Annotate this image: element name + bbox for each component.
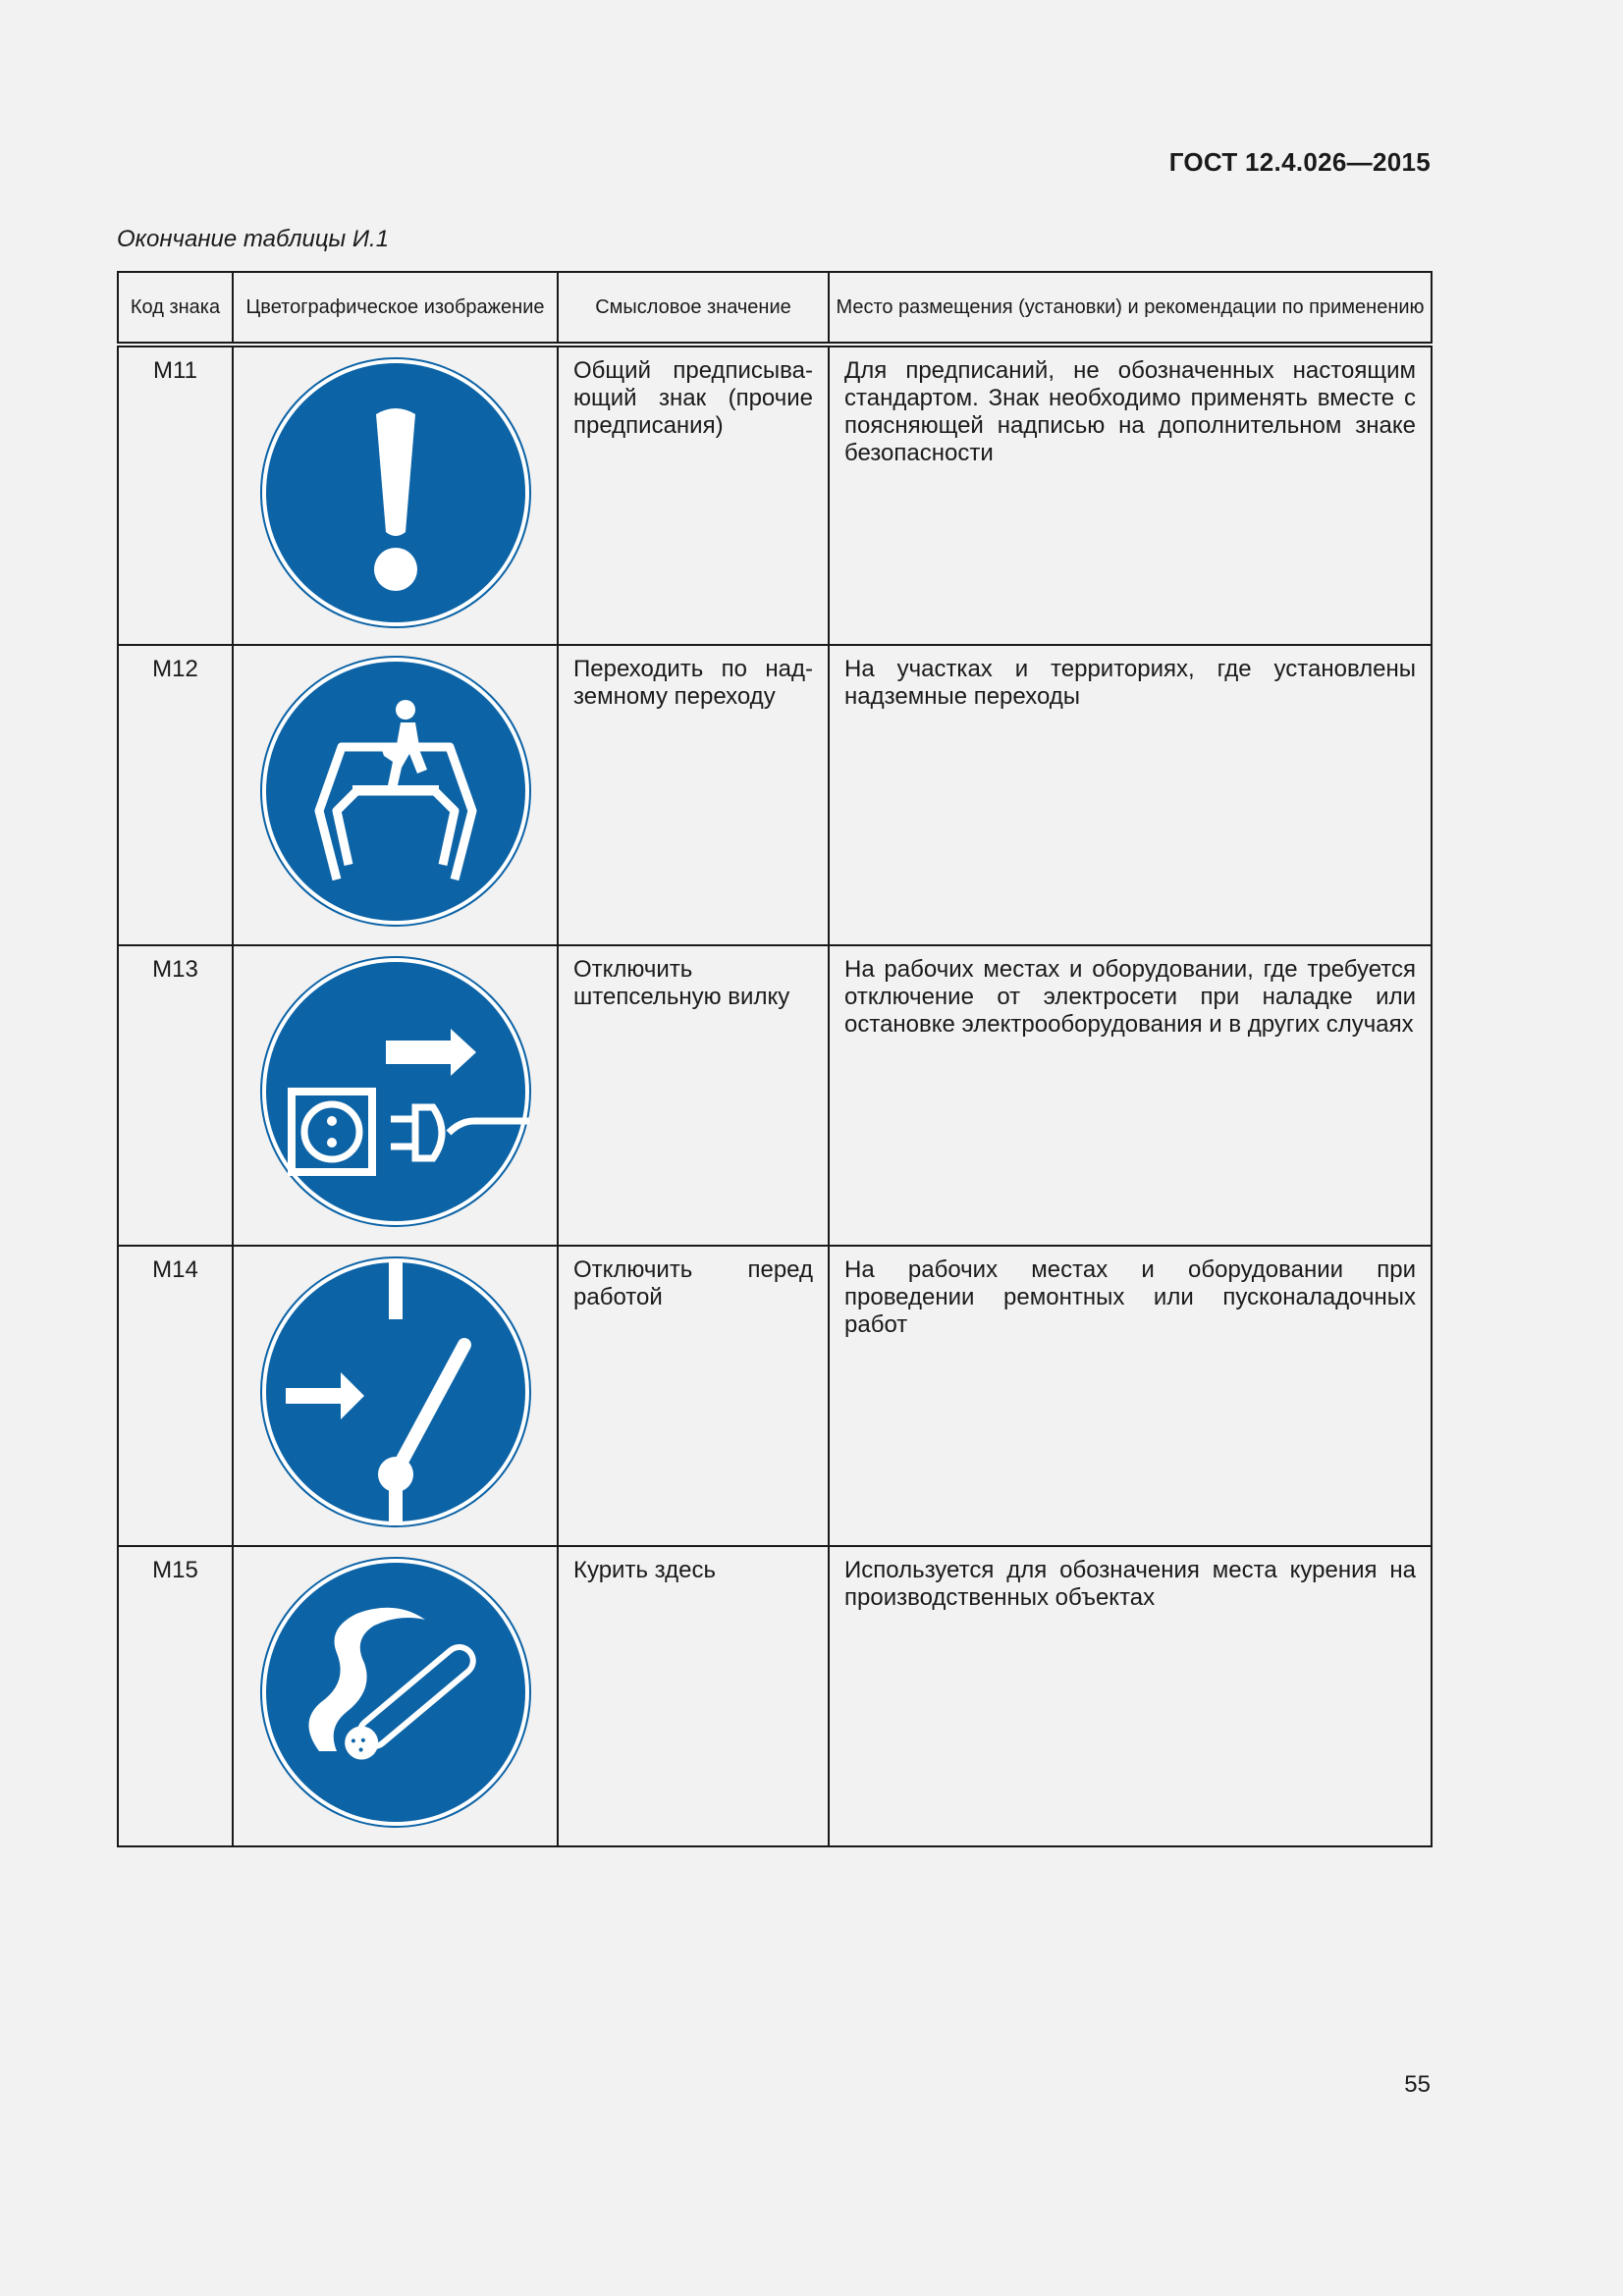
disconnect-switch-icon xyxy=(258,1255,533,1529)
sign-code: M15 xyxy=(118,1546,233,1846)
sign-meaning: Отключить перед работой xyxy=(558,1246,829,1546)
sign-placement: Используется для обозначения места курения на производственных объектах xyxy=(829,1546,1432,1846)
exclamation-mark-icon xyxy=(258,355,533,630)
header-placement: Место размещения (установки) и рекомендации по применению xyxy=(829,272,1432,345)
sign-meaning: Отключить штепсельную вилку xyxy=(558,945,829,1246)
signs-table xyxy=(117,271,1433,1847)
table-row xyxy=(118,945,1432,1246)
sign-code: M12 xyxy=(118,645,233,945)
page-number: 55 xyxy=(1404,2071,1431,2098)
table-row xyxy=(118,645,1432,945)
table-row xyxy=(118,345,1432,645)
sign-placement: Для предписаний, не обозначенных настоящим стандартом. Знак необходимо применять вместе с поясняющей надписью на дополнительном знаке безопасности xyxy=(829,345,1432,645)
sign-meaning: Переходить по над-земному переходу xyxy=(558,645,829,945)
sign-code: M14 xyxy=(118,1246,233,1546)
table-caption: Окончание таблицы И.1 xyxy=(117,226,390,252)
header-image: Цветографическое изображение xyxy=(233,272,558,345)
table-row xyxy=(118,1246,1432,1546)
sign-code: M13 xyxy=(118,945,233,1246)
smoking-area-icon xyxy=(258,1555,533,1830)
header-code: Код знака xyxy=(118,272,233,345)
sign-code: M11 xyxy=(118,345,233,645)
sign-placement: На рабочих местах и оборудовании при проведении ремонтных или пусконаладочных работ xyxy=(829,1246,1432,1546)
sign-placement: На участках и территориях, где установлены надземные переходы xyxy=(829,645,1432,945)
unplug-icon xyxy=(258,954,533,1229)
sign-meaning: Курить здесь xyxy=(558,1546,829,1846)
document-code: ГОСТ 12.4.026—2015 xyxy=(1168,147,1431,177)
header-meaning: Смысловое значение xyxy=(558,272,829,345)
pedestrian-overpass-icon xyxy=(258,654,533,929)
sign-placement: На рабочих местах и оборудовании, где требуется отключение от электросети при наладке или остановке электрооборудования и в других случаях xyxy=(829,945,1432,1246)
table-header-row xyxy=(118,272,1432,345)
sign-meaning: Общий предписыва-ющий знак (прочие предписания) xyxy=(558,345,829,645)
table-row xyxy=(118,1546,1432,1846)
